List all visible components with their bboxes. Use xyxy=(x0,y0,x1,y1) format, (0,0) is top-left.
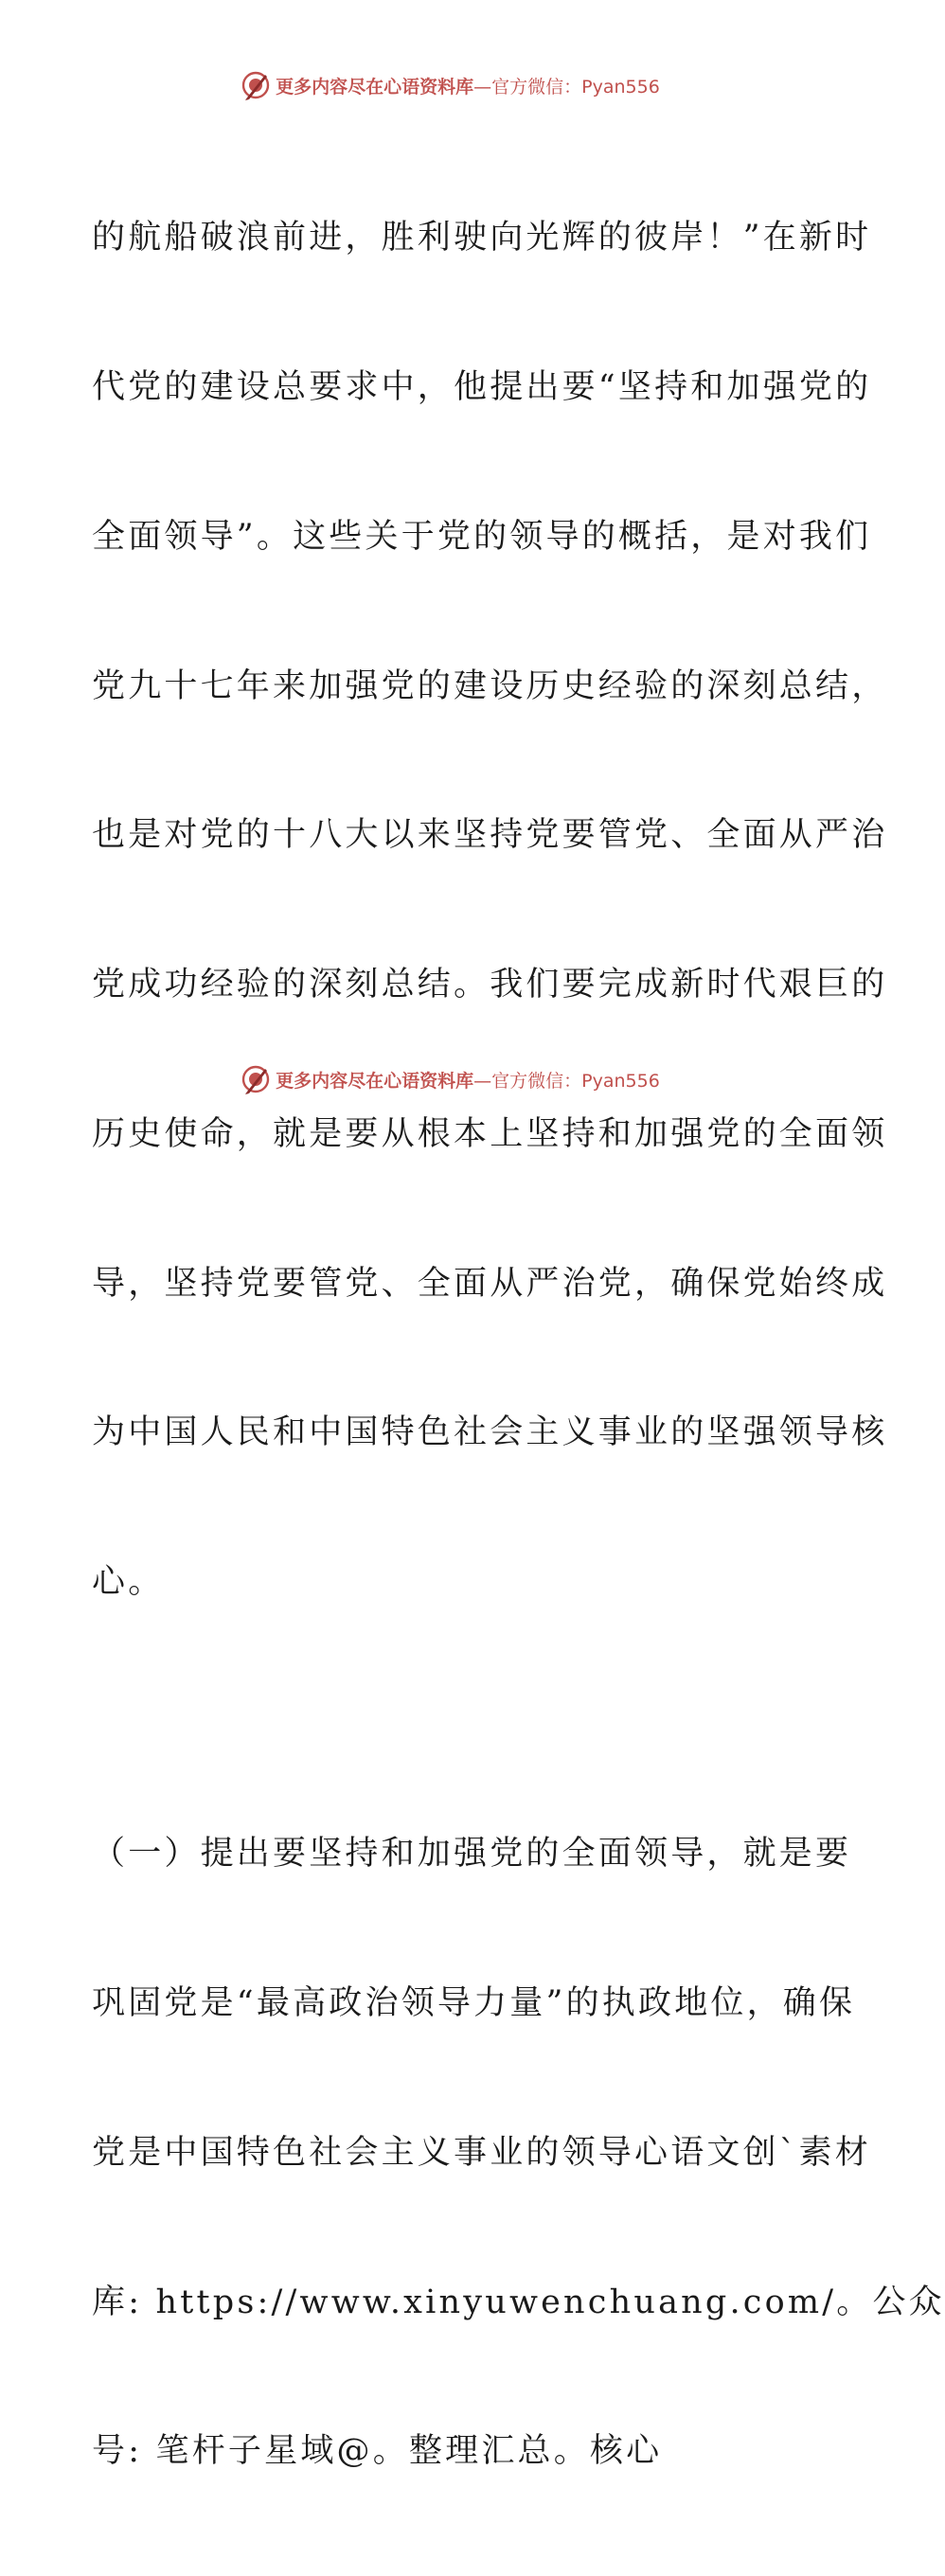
text-line: 历史使命，就是要从根本上坚持和加强党的全面领 xyxy=(92,1114,888,1153)
text-line: 党九十七年来加强党的建设历史经验的深刻总结， xyxy=(92,666,888,705)
text-line: 党成功经验的深刻总结。我们要完成新时代艰巨的 xyxy=(92,966,888,1004)
text-line: 导，坚持党要管党、全面从严治党，确保党始终成 xyxy=(92,1264,888,1303)
text-line: 也是对党的十八大以来坚持党要管党、全面从严治 xyxy=(92,816,888,855)
banner-wechat: 官方微信：Pyan556 xyxy=(491,1070,660,1092)
paragraph xyxy=(92,1730,945,2576)
banner-slogan: 更多内容尽在心语资料库 xyxy=(276,1070,474,1092)
banner-separator: — xyxy=(473,76,492,98)
banner-text xyxy=(276,1067,660,1093)
document-body xyxy=(92,114,945,2576)
footer-banner xyxy=(0,1060,900,1098)
banner-text xyxy=(276,73,660,98)
text-line: 的航船破浪前进，胜利驶向光辉的彼岸！”在新时 xyxy=(92,219,872,258)
banner-slogan: 更多内容尽在心语资料库 xyxy=(276,76,474,98)
text-line: 库: https://www.xinyuwenchuang.com/。公众 xyxy=(92,2283,945,2321)
banner-separator: — xyxy=(473,1070,492,1092)
text-line: 心。 xyxy=(92,1563,165,1602)
text-line: 代党的建设总要求中，他提出要“坚持和加强党的 xyxy=(92,367,872,406)
text-line: 全面领导”。这些关于党的领导的概括，是对我们 xyxy=(92,517,872,556)
pen-logo-icon xyxy=(240,1063,272,1095)
text-line: 号: 笔杆子星域@。整理汇总。核心 xyxy=(92,2432,663,2471)
text-line: 为中国人民和中国特色社会主义事业的坚强领导核 xyxy=(92,1413,888,1452)
pen-logo-icon xyxy=(240,69,272,101)
text-line: （一）提出要坚持和加强党的全面领导，就是要 xyxy=(92,1835,852,1874)
text-line: 党是中国特色社会主义事业的领导心语文创`素材 xyxy=(92,2133,871,2172)
header-banner xyxy=(0,66,900,104)
banner-wechat: 官方微信：Pyan556 xyxy=(491,76,660,98)
text-line: 巩固党是“最高政治领导力量”的执政地位，确保 xyxy=(92,1983,856,2022)
paragraph xyxy=(92,114,888,1707)
